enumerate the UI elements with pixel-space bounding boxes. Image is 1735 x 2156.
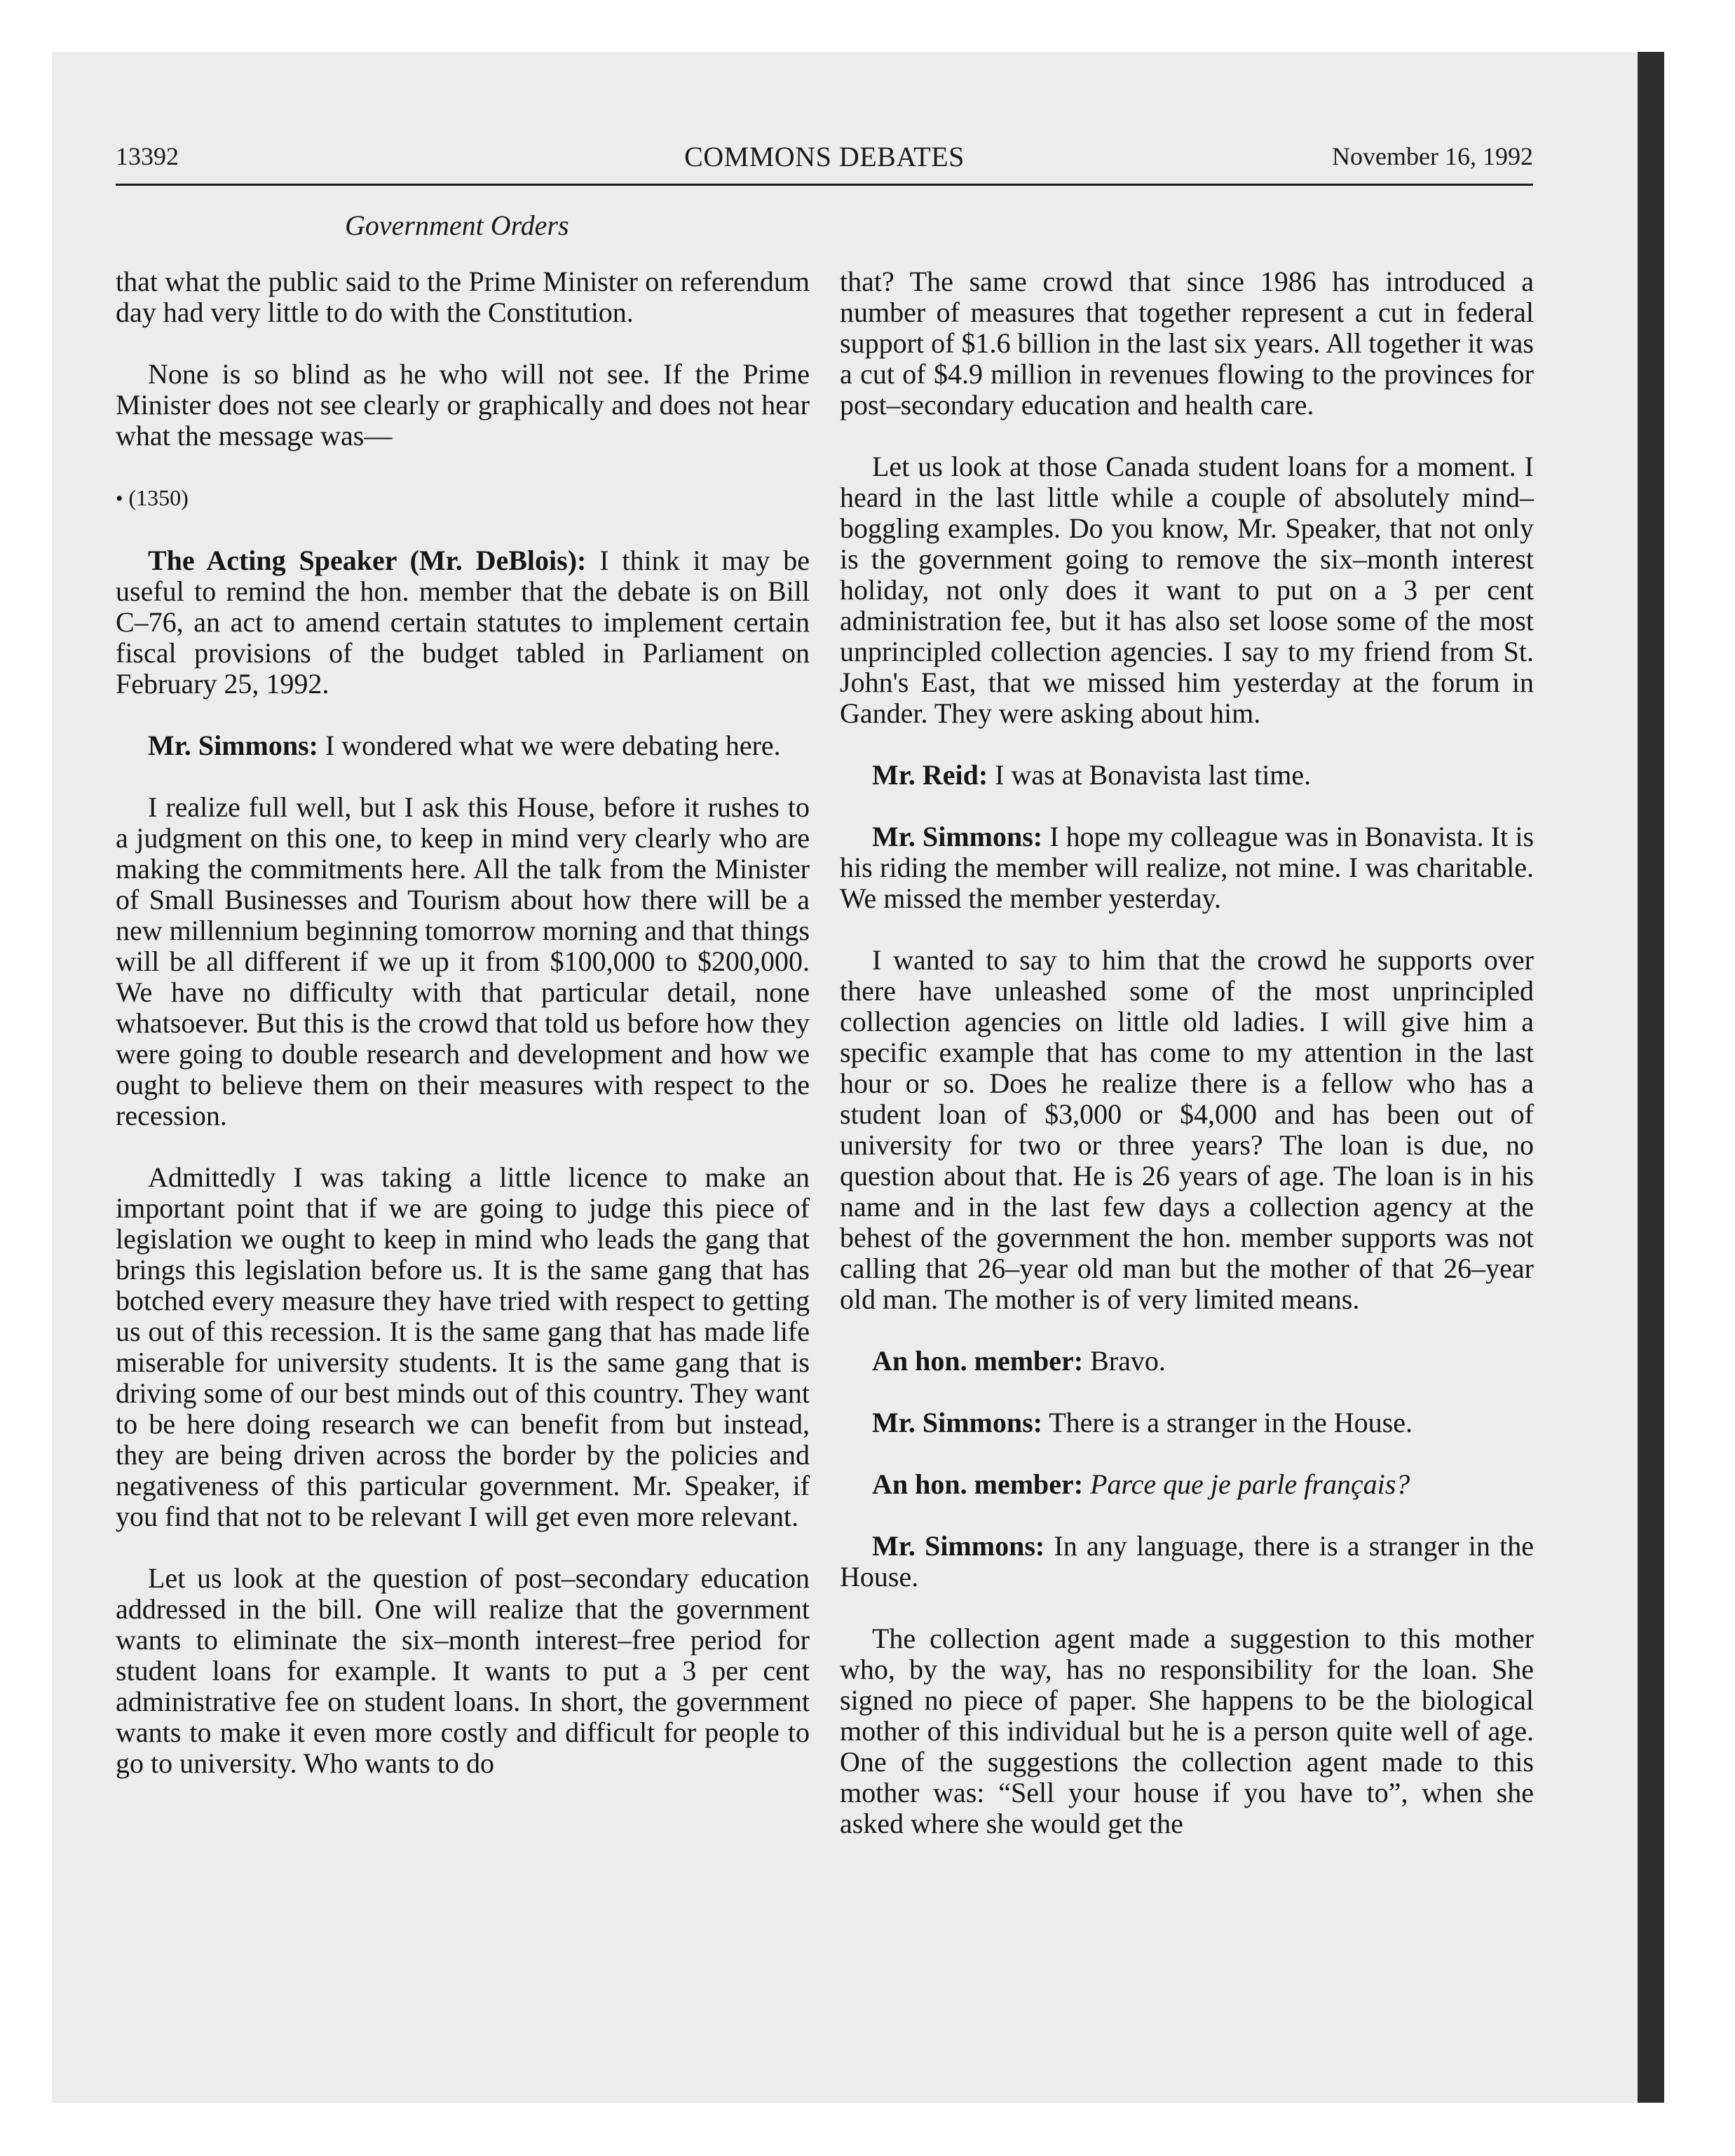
paragraph: I wanted to say to him that the crowd he supports over there have unleashed some of the most unprincipled collection agencies on little old ladies. I will give him a specific example that has come to my attention in the last hour or so. Does he realize there is a fellow who has a student loan of $3,000 or $4,000 and has been out of university for two or three years? The loan is due, no question about that. He is 26 years of age. The loan is in his name and in the last few days a collection agency at the behest of the government the hon. member supports was not calling that 26–year old man but the mother of that 26–year old man. The mother is of very limited means. xyxy=(840,944,1534,1315)
time-stamp: (1350) xyxy=(128,485,189,510)
section-label: Government Orders xyxy=(345,210,569,241)
speaker-name: Mr. Reid: xyxy=(872,759,988,791)
paragraph: that what the public said to the Prime Minister on referendum day had very little to do with the Constitution. xyxy=(116,266,810,328)
paragraph: I realize full well, but I ask this House, before it rushes to a judgment on this one, to keep in mind very clearly who are making the commitments here. All the talk from the Minister of Small Businesses and Tourism about how there will be a new millennium beginning tomorrow morning and that things will be all different if we up it from $100,000 to $200,000. We have no difficulty with that particular detail, none whatsoever. But this is the crowd that told us before how they were going to double research and development and how we ought to believe them on their measures with respect to the recession. xyxy=(116,791,810,1131)
speech-text: In any language, there is a stranger in the House. xyxy=(840,1530,1535,1592)
speaker-name: An hon. member: xyxy=(872,1345,1084,1377)
speech-paragraph xyxy=(840,1531,1534,1592)
speaker-name: Mr. Simmons: xyxy=(148,730,318,761)
scan-edge-shadow xyxy=(1638,52,1664,2103)
speech-text: I think it may be useful to remind the hon. member that the debate is on Bill C–76, an act to amend certain statutes to implement certain fiscal provisions of the budget tabled in Parliament on February 25, 1992. xyxy=(116,545,810,700)
publication-date: November 16, 1992 xyxy=(1332,142,1533,170)
speaker-name: Mr. Simmons: xyxy=(872,1530,1045,1562)
speech-text: I hope my colleague was in Bonavista. It is his riding the member will realize, not mine. I was charitable. We missed the member yesterday. xyxy=(840,821,1535,914)
right-column xyxy=(840,266,1534,1870)
bullet-icon: • xyxy=(116,487,123,510)
speech-text: I wondered what we were debating here. xyxy=(318,730,781,761)
header-rule xyxy=(116,184,1533,186)
paragraph: The collection agent made a suggestion to this mother who, by the way, has no responsibility for the loan. She signed no piece of paper. She happens to be the biological mother of this individual but he is a person quite well of age. One of the suggestions the collection agent made to this mother was: “Sell your house if you have to”, when she asked where she would get the xyxy=(840,1623,1534,1839)
speech-paragraph xyxy=(840,1407,1534,1438)
paragraph: Admittedly I was taking a little licence to make an important point that if we are going to judge this piece of legislation we ought to keep in mind who leads the gang that brings this legislation before us. It is the same gang that has botched every measure they have tried with respect to getting us out of this recession. It is the same gang that has made life miserable for university students. It is the same gang that is driving some of our best minds out of this country. They want to be here doing research we can benefit from but instead, they are being driven across the border by the policies and negativeness of this particular government. Mr. Speaker, if you find that not to be relevant I will get even more relevant. xyxy=(116,1161,810,1532)
running-header xyxy=(116,137,1533,179)
speech-paragraph xyxy=(840,1469,1534,1500)
speech-paragraph xyxy=(116,730,810,761)
speech-text: Bravo. xyxy=(1083,1345,1166,1377)
paragraph: Let us look at those Canada student loans for a moment. I heard in the last little while a couple of absolutely mind–boggling examples. Do you know, Mr. Speaker, that not only is the government going to remove the six–month interest holiday, not only does it want to put on a 3 per cent administration fee, but it has also set loose some of the most unprincipled collection agencies. I say to my friend from St. John's East, that we missed him yesterday at the forum in Gander. They were asking about him. xyxy=(840,451,1534,729)
speaker-name: An hon. member: xyxy=(872,1468,1084,1500)
speech-text: I was at Bonavista last time. xyxy=(988,759,1312,791)
speech-paragraph xyxy=(116,545,810,700)
left-column xyxy=(116,266,810,1810)
speech-paragraph xyxy=(840,760,1534,791)
page-number: 13392 xyxy=(116,142,179,170)
speech-text: There is a stranger in the House. xyxy=(1042,1407,1413,1438)
time-marker xyxy=(116,482,810,514)
paragraph: Let us look at the question of post–secondary education addressed in the bill. One will realize that the government wants to eliminate the six–month interest–free period for student loans for example. It wants to put a 3 per cent administrative fee on student loans. In short, the government wants to make it even more costly and difficult for people to go to university. Who wants to do xyxy=(116,1562,810,1779)
paragraph: None is so blind as he who will not see. If the Prime Minister does not see clearly or graphically and does not hear what the message was— xyxy=(116,358,810,451)
speaker-name: Mr. Simmons: xyxy=(872,821,1043,852)
speaker-name: The Acting Speaker (Mr. DeBlois): xyxy=(148,545,587,576)
speech-paragraph xyxy=(840,821,1534,914)
paragraph: that? The same crowd that since 1986 has introduced a number of measures that together represent a cut in federal support of $1.6 billion in the last six years. All together it was a cut of $4.9 million in revenues flowing to the provinces for post–secondary education and health care. xyxy=(840,266,1534,421)
speech-paragraph xyxy=(840,1346,1534,1377)
speaker-name: Mr. Simmons: xyxy=(872,1407,1042,1438)
speech-text-italic: Parce que je parle français? xyxy=(1090,1468,1410,1500)
publication-title: COMMONS DEBATES xyxy=(684,141,965,172)
